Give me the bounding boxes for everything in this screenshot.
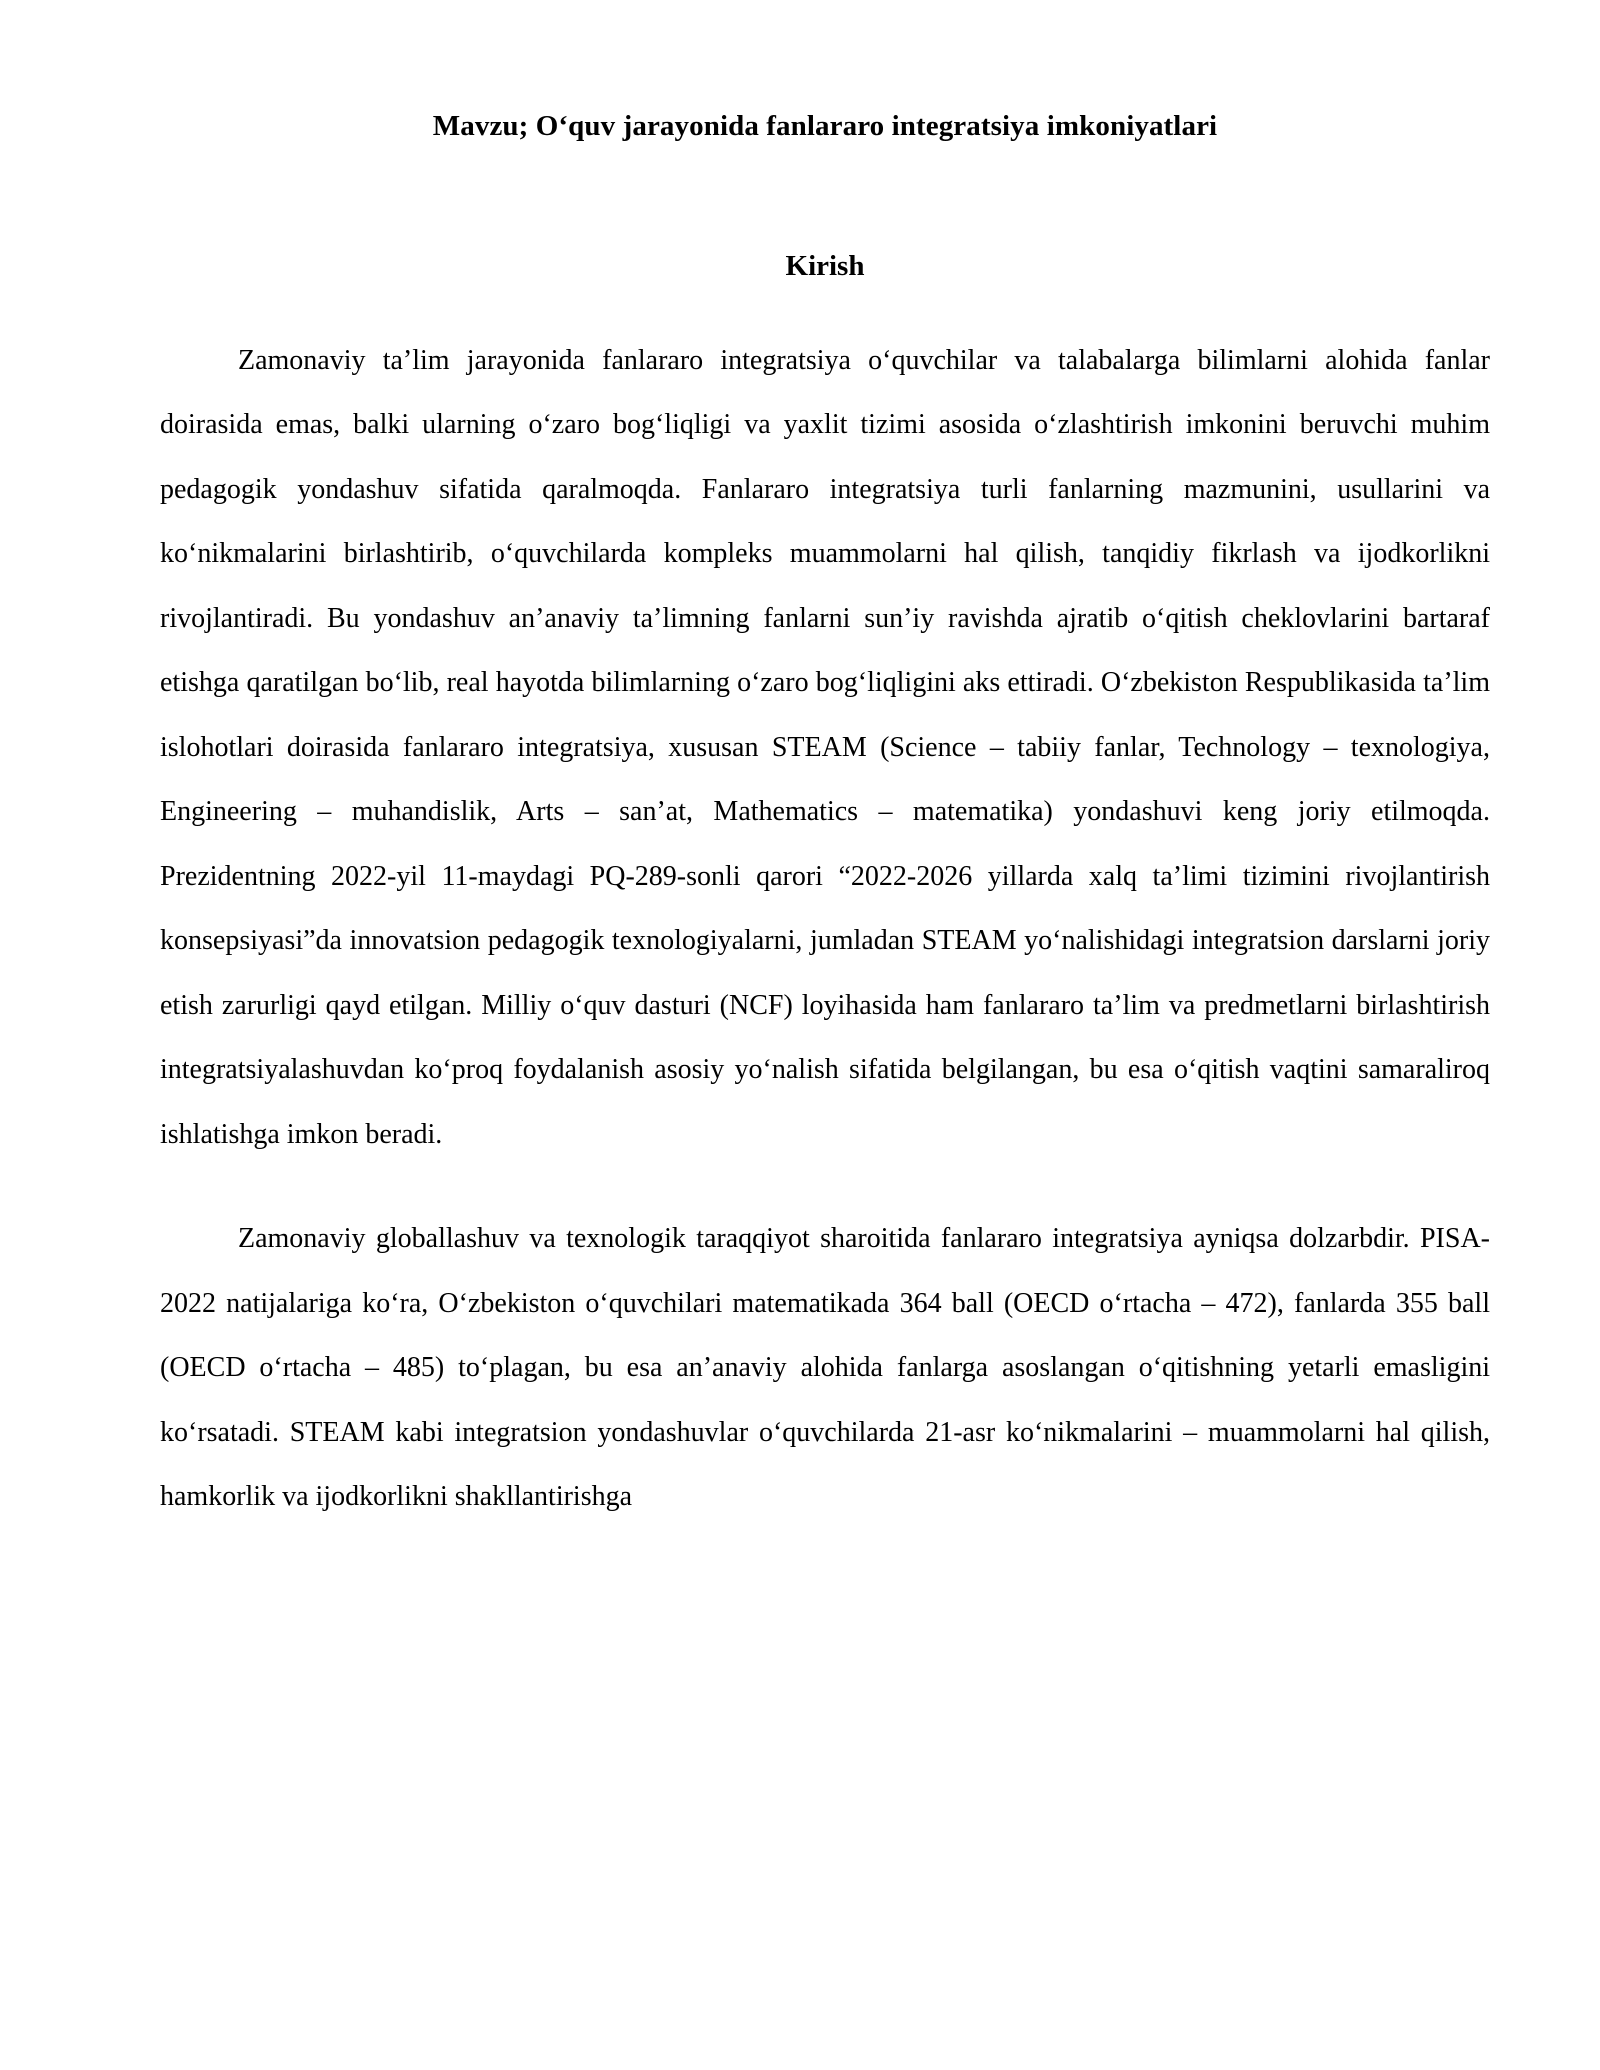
document-title: Mavzu; O‘quv jarayonida fanlararo integratsiya imkoniyatlari [432, 110, 1218, 142]
section-heading-kirish: Kirish [785, 250, 865, 283]
document-content [160, 0, 1490, 1530]
body-paragraph-1: Zamonaviy ta’lim jarayonida fanlararo integratsiya o‘quvchilar va talabalarga bilimlarni alohida fanlar doirasida emas, balki ularning o‘zaro bog‘liqligi va yaxlit tizimi asosida o‘zlashtirish imkonini beruvchi muhim pedagogik yondashuv sifatida qaralmoqda. Fanlararo integratsiya turli fanlarning mazmunini, usullarini va ko‘nikmalarini birlashtirib, o‘quvchilarda kompleks muammolarni hal qilish, tanqidiy fikrlash va ijodkorlikni rivojlantiradi. Bu yondashuv an’anaviy ta’limning fanlarni sun’iy ravishda ajratib o‘qitish cheklovlarini bartaraf etishga qaratilgan bo‘lib, real hayotda bilimlarning o‘zaro bog‘liqligini aks ettiradi. O‘zbekiston Respublikasida ta’lim islohotlari doirasida fanlararo integratsiya, xususan STEAM (Science – tabiiy fanlar, Technology – texnologiya, Engineering – muhandislik, Arts – san’at, Mathematics – matematika) yondashuvi keng joriy etilmoqda. Prezidentning 2022-yil 11-maydagi PQ-289-sonli qarori “2022-2026 yillarda xalq ta’limi tizimini rivojlantirish konsepsiyasi”da innovatsion pedagogik texnologiyalarni, jumladan STEAM yo‘nalishidagi integratsion darslarni joriy etish zarurligi qayd etilgan. Milliy o‘quv dasturi (NCF) loyihasida ham fanlararo ta’lim va predmetlarni birlashtirish integratsiyalashuvdan ko‘proq foydalanish asosiy yo‘nalish sifatida belgilangan, bu esa o‘qitish vaqtini samaraliroq ishlatishga imkon beradi. [160, 344, 1490, 1150]
body-paragraph-2: Zamonaviy globallashuv va texnologik taraqqiyot sharoitida fanlararo integratsiya ayniqsa dolzarbdir. PISA-2022 natijalariga ko‘ra, O‘zbekiston o‘quvchilari matematikada 364 ball (OECD o‘rtacha – 472), fanlarda 355 ball (OECD o‘rtacha – 485) to‘plagan, bu esa an’anaviy alohida fanlarga asoslangan o‘qitishning yetarli emasligini ko‘rsatadi. STEAM kabi integratsion yondashuvlar o‘quvchilarda 21-asr ko‘nikmalarini – muammolarni hal qilish, hamkorlik va ijodkorlikni shakllantirishga [160, 1223, 1490, 1512]
